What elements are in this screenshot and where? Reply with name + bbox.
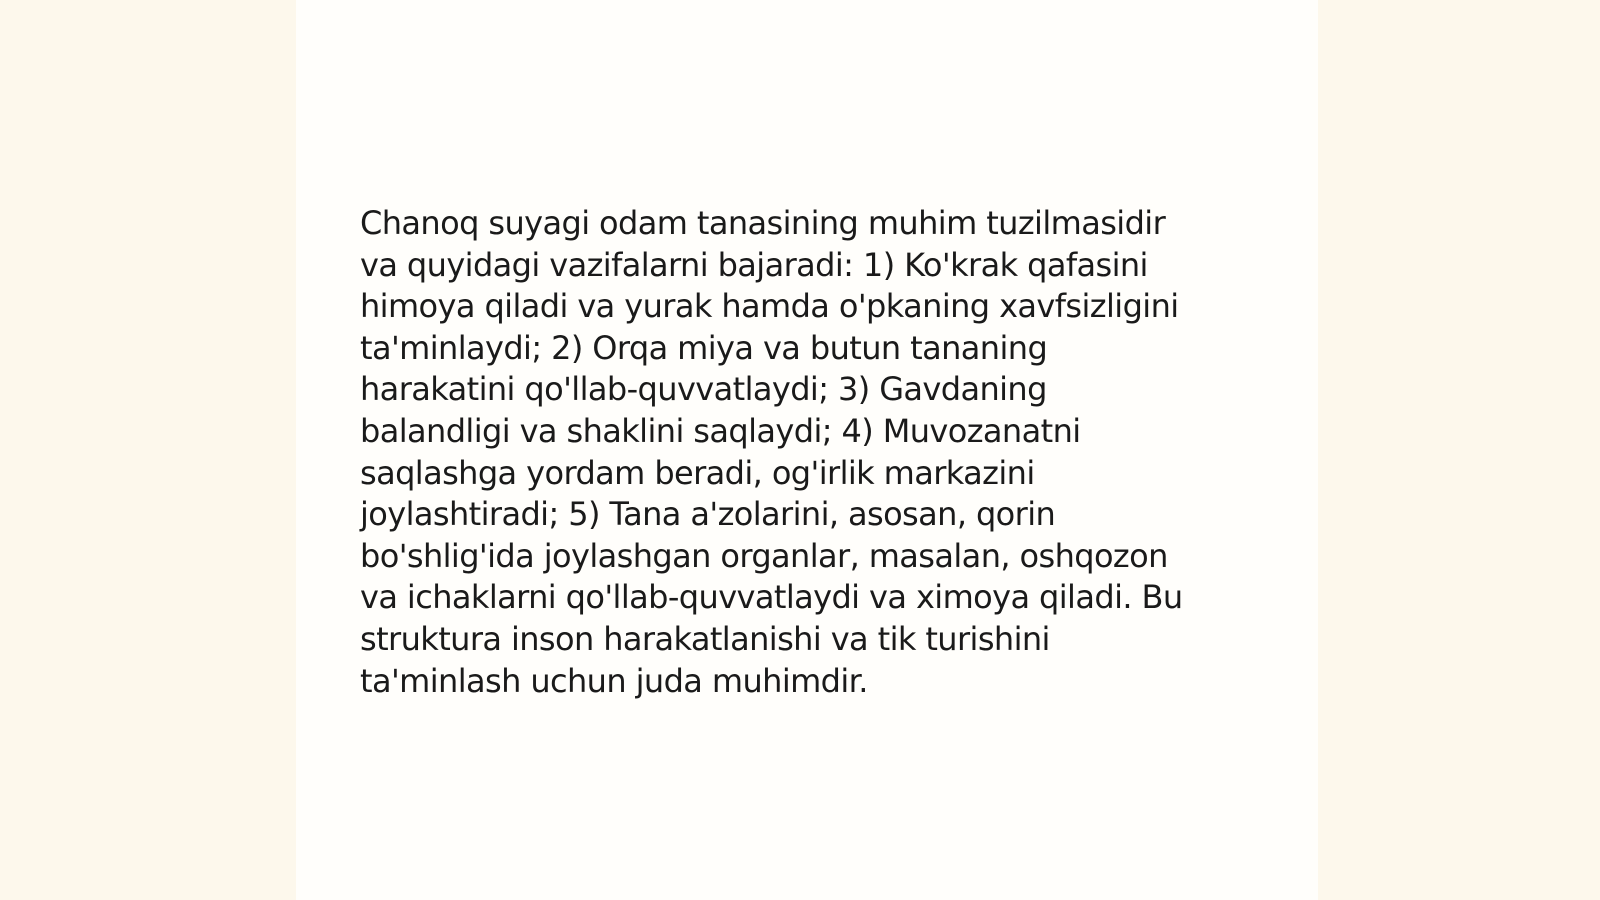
- text-line: ta'minlash uchun juda muhimdir.: [360, 661, 868, 700]
- text-line: balandligi va shaklini saqlaydi; 4) Muvozanatni: [360, 411, 1081, 450]
- text-line: joylashtiradi; 5) Tana a'zolarini, asosan, qorin: [360, 495, 1056, 534]
- text-line: struktura inson harakatlanishi va tik turishini: [360, 619, 1050, 658]
- slide-body-text: [360, 203, 1240, 702]
- text-line: bo'shlig'ida joylashgan organlar, masalan, oshqozon: [360, 536, 1168, 575]
- text-line: Chanoq suyagi odam tanasining muhim tuzilmasidir: [360, 204, 1166, 242]
- text-line: va ichaklarni qo'llab-quvvatlaydi va ximoya qiladi. Bu: [360, 578, 1183, 617]
- text-line: himoya qiladi va yurak hamda o'pkaning xavfsizligini: [360, 287, 1179, 326]
- text-line: saqlashga yordam beradi, og'irlik markazini: [360, 453, 1035, 492]
- text-line: ta'minlaydi; 2) Orqa miya va butun tananing: [360, 328, 1048, 367]
- text-line: harakatini qo'llab-quvvatlaydi; 3) Gavdaning: [360, 370, 1047, 409]
- text-line: va quyidagi vazifalarni bajaradi: 1) Ko'krak qafasini: [360, 245, 1148, 284]
